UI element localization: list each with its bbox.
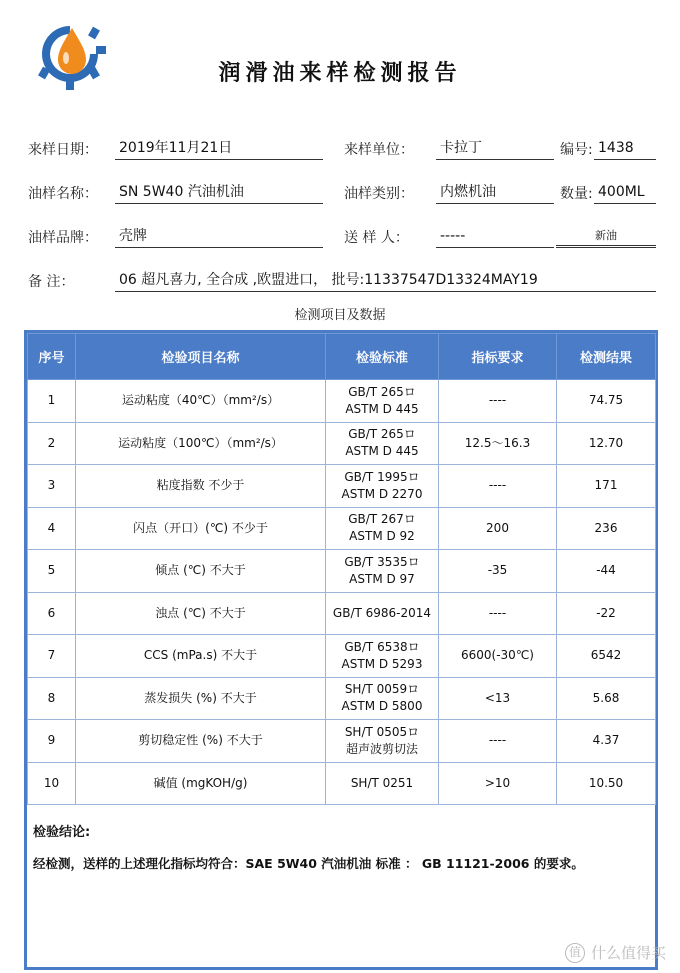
table-row xyxy=(28,507,656,550)
sender-label: 送 样 人： xyxy=(344,230,409,246)
row-item: 运动粘度（100℃）（mm²/s） xyxy=(76,422,326,465)
table-subtitle: 检测项目及数据 xyxy=(294,308,386,323)
table-row xyxy=(28,592,656,635)
sample-date-value: 2019年11月21日 xyxy=(115,136,323,160)
header-no: 序号 xyxy=(28,334,76,380)
conclusion xyxy=(33,821,653,872)
results-table-frame xyxy=(24,330,658,970)
row-result: 171 xyxy=(557,465,656,508)
oil-type-label: 油样类别： xyxy=(344,186,414,202)
row-requirement: ---- xyxy=(439,720,557,763)
table-row xyxy=(28,550,656,593)
row-requirement: 6600(-30℃) xyxy=(439,635,557,678)
row-result: -44 xyxy=(557,550,656,593)
standard-line-1: GB/T 6986-2014 xyxy=(332,605,432,620)
table-row xyxy=(28,422,656,465)
report-title: 润滑油来样检测报告 xyxy=(218,60,462,86)
row-item: 浊点 (℃) 不大于 xyxy=(76,592,326,635)
standard-line-1: SH/T 0251 xyxy=(350,775,414,790)
row-requirement: 12.5～16.3 xyxy=(439,422,557,465)
row-no: 1 xyxy=(28,380,76,423)
table-row xyxy=(28,762,656,805)
row-result: 4.37 xyxy=(557,720,656,763)
standard-line-1: SH/T 0505ロ xyxy=(344,724,420,739)
table-row xyxy=(28,380,656,423)
info-row-date xyxy=(0,136,680,162)
oil-type-value: 内燃机油 xyxy=(436,180,554,204)
row-requirement: <13 xyxy=(439,677,557,720)
number-label: 编号: xyxy=(560,142,593,158)
standard-line-2: ASTM D 92 xyxy=(349,529,415,544)
sample-unit-label: 来样单位： xyxy=(344,142,414,158)
standard-line-1: GB/T 6538ロ xyxy=(344,639,420,654)
oil-name-value: SN 5W40 汽油机油 xyxy=(115,180,323,204)
sample-unit-value: 卡拉丁 xyxy=(436,136,554,160)
standard-line-1: GB/T 265ロ xyxy=(348,384,416,399)
row-no: 7 xyxy=(28,635,76,678)
row-no: 10 xyxy=(28,762,76,805)
header-item: 检验项目名称 xyxy=(76,334,326,380)
info-row-remark xyxy=(0,268,680,294)
row-result: -22 xyxy=(557,592,656,635)
table-row xyxy=(28,635,656,678)
header-requirement: 指标要求 xyxy=(439,334,557,380)
standard-line-1: GB/T 265ロ xyxy=(348,427,416,442)
row-standard xyxy=(326,720,439,763)
watermark xyxy=(565,942,666,963)
remark-value: 06 超凡喜力, 全合成 ,欧盟进口， 批号:11337547D13324MAY19 xyxy=(115,268,656,292)
table-row xyxy=(28,465,656,508)
row-item: 倾点 (℃) 不大于 xyxy=(76,550,326,593)
standard-line-2: 超声波剪切法 xyxy=(345,741,418,756)
sample-date-label: 来样日期： xyxy=(28,142,98,158)
info-row-oil xyxy=(0,180,680,206)
row-standard xyxy=(326,507,439,550)
row-standard xyxy=(326,592,439,635)
new-oil-value: 新油 xyxy=(556,224,656,248)
row-item: CCS (mPa.s) 不大于 xyxy=(76,635,326,678)
row-no: 8 xyxy=(28,677,76,720)
row-item: 剪切稳定性 (%) 不大于 xyxy=(76,720,326,763)
row-requirement: 200 xyxy=(439,507,557,550)
row-requirement: ---- xyxy=(439,592,557,635)
table-row xyxy=(28,677,656,720)
standard-line-2: ASTM D 445 xyxy=(345,401,419,416)
standard-line-2: ASTM D 445 xyxy=(345,444,419,459)
row-requirement: >10 xyxy=(439,762,557,805)
sender-value: ----- xyxy=(436,224,554,248)
brand-value: 壳牌 xyxy=(115,224,323,248)
info-row-brand xyxy=(0,224,680,250)
conclusion-title: 检验结论: xyxy=(33,825,91,840)
watermark-text: 什么值得买 xyxy=(590,944,666,962)
results-table xyxy=(27,333,656,805)
header-standard: 检验标准 xyxy=(326,334,439,380)
oil-name-label: 油样名称： xyxy=(28,186,98,202)
row-result: 236 xyxy=(557,507,656,550)
row-no: 4 xyxy=(28,507,76,550)
row-no: 5 xyxy=(28,550,76,593)
row-requirement: ---- xyxy=(439,465,557,508)
row-item: 运动粘度（40℃）（mm²/s） xyxy=(76,380,326,423)
standard-line-1: GB/T 3535ロ xyxy=(344,554,420,569)
row-result: 6542 xyxy=(557,635,656,678)
standard-line-2: ASTM D 97 xyxy=(349,571,415,586)
row-result: 10.50 xyxy=(557,762,656,805)
row-requirement: ---- xyxy=(439,380,557,423)
table-row xyxy=(28,720,656,763)
header-result: 检测结果 xyxy=(557,334,656,380)
row-item: 闪点（开口）(℃) 不少于 xyxy=(76,507,326,550)
row-result: 74.75 xyxy=(557,380,656,423)
standard-line-2: ASTM D 5293 xyxy=(341,656,423,671)
row-standard xyxy=(326,465,439,508)
row-standard xyxy=(326,677,439,720)
row-no: 9 xyxy=(28,720,76,763)
row-item: 碱值 (mgKOH/g) xyxy=(76,762,326,805)
standard-line-1: SH/T 0059ロ xyxy=(344,682,420,697)
row-no: 2 xyxy=(28,422,76,465)
standard-line-2: ASTM D 5800 xyxy=(341,699,423,714)
row-standard xyxy=(326,380,439,423)
standard-line-1: GB/T 267ロ xyxy=(348,512,416,527)
table-header-row xyxy=(28,334,656,380)
row-standard xyxy=(326,550,439,593)
remark-label: 备 注： xyxy=(28,274,75,290)
row-standard xyxy=(326,422,439,465)
number-value: 1438 xyxy=(594,136,656,160)
conclusion-text: 经检测，送样的上述理化指标均符合：SAE 5W40 汽油机油 标准 ： GB 11121-2006 的要求。 xyxy=(33,856,584,871)
zhi-icon: 值 xyxy=(565,943,585,963)
quantity-label: 数量: xyxy=(560,186,593,202)
row-standard xyxy=(326,762,439,805)
row-item: 粘度指数 不少于 xyxy=(76,465,326,508)
row-no: 6 xyxy=(28,592,76,635)
brand-label: 油样品牌： xyxy=(28,230,98,246)
row-requirement: -35 xyxy=(439,550,557,593)
standard-line-1: GB/T 1995ロ xyxy=(344,469,420,484)
row-result: 12.70 xyxy=(557,422,656,465)
standard-line-2: ASTM D 2270 xyxy=(341,486,423,501)
row-result: 5.68 xyxy=(557,677,656,720)
row-item: 蒸发损失 (%) 不大于 xyxy=(76,677,326,720)
row-standard xyxy=(326,635,439,678)
quantity-value: 400ML xyxy=(594,180,656,204)
row-no: 3 xyxy=(28,465,76,508)
